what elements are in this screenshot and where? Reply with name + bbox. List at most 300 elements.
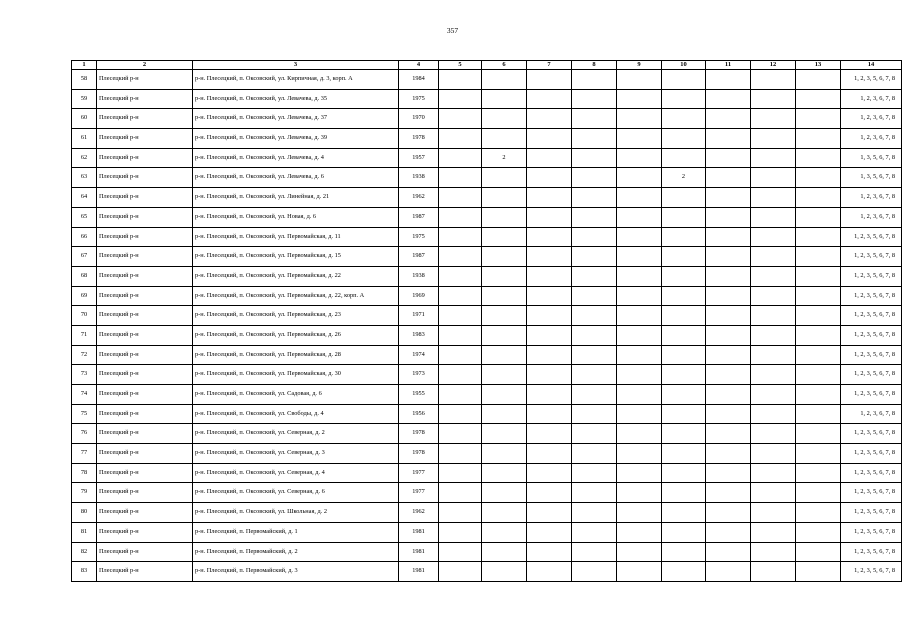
column-header-7: 7 — [527, 61, 572, 70]
cell-col-8 — [572, 266, 617, 286]
cell-col-5 — [439, 109, 482, 129]
cell-col-12 — [751, 168, 796, 188]
cell-col-6 — [482, 522, 527, 542]
cell-col-9 — [617, 306, 662, 326]
cell-address: р-н. Плесецкий, п. Оксовский, ул. Северная, д. 4 — [193, 463, 399, 483]
cell-col-8 — [572, 148, 617, 168]
cell-col-8 — [572, 129, 617, 149]
cell-col-7 — [527, 306, 572, 326]
cell-col-12 — [751, 562, 796, 582]
cell-col-12 — [751, 345, 796, 365]
table-row — [72, 385, 902, 405]
cell-col-13 — [796, 503, 841, 523]
cell-col-12 — [751, 404, 796, 424]
cell-address: р-н. Плесецкий, п. Оксовский, ул. Первомайская, д. 23 — [193, 306, 399, 326]
cell-col-7 — [527, 325, 572, 345]
cell-col-13 — [796, 168, 841, 188]
cell-col-9 — [617, 562, 662, 582]
cell-row-number: 69 — [72, 286, 97, 306]
cell-col-13 — [796, 109, 841, 129]
cell-year: 1975 — [399, 227, 439, 247]
cell-col-5 — [439, 365, 482, 385]
cell-col-12 — [751, 286, 796, 306]
cell-col-9 — [617, 109, 662, 129]
cell-col-12 — [751, 247, 796, 267]
cell-year: 1956 — [399, 404, 439, 424]
cell-col-8 — [572, 365, 617, 385]
cell-col-14: 1, 2, 3, 6, 7, 8 — [841, 404, 902, 424]
cell-col-7 — [527, 404, 572, 424]
cell-year: 1981 — [399, 562, 439, 582]
cell-col-11 — [706, 522, 751, 542]
cell-district: Плесецкий р-н — [97, 188, 193, 208]
cell-col-8 — [572, 345, 617, 365]
cell-col-8 — [572, 542, 617, 562]
cell-col-10 — [662, 227, 706, 247]
page-number: 357 — [446, 26, 459, 35]
table-row — [72, 109, 902, 129]
cell-col-13 — [796, 227, 841, 247]
cell-col-13 — [796, 404, 841, 424]
column-header-8: 8 — [572, 61, 617, 70]
cell-year: 1975 — [399, 89, 439, 109]
cell-district: Плесецкий р-н — [97, 444, 193, 464]
cell-col-7 — [527, 365, 572, 385]
table-row — [72, 129, 902, 149]
cell-col-8 — [572, 89, 617, 109]
cell-col-6 — [482, 562, 527, 582]
cell-col-9 — [617, 463, 662, 483]
column-header-3: 3 — [193, 61, 399, 70]
cell-address: р-н. Плесецкий, п. Оксовский, ул. Левачева, д. 6 — [193, 168, 399, 188]
cell-col-7 — [527, 148, 572, 168]
cell-col-8 — [572, 109, 617, 129]
cell-col-7 — [527, 227, 572, 247]
table-row — [72, 444, 902, 464]
cell-district: Плесецкий р-н — [97, 227, 193, 247]
cell-col-13 — [796, 542, 841, 562]
cell-col-5 — [439, 70, 482, 90]
cell-col-12 — [751, 207, 796, 227]
cell-row-number: 71 — [72, 325, 97, 345]
cell-col-5 — [439, 385, 482, 405]
cell-row-number: 73 — [72, 365, 97, 385]
cell-col-14: 1, 2, 3, 6, 7, 8 — [841, 109, 902, 129]
cell-col-7 — [527, 168, 572, 188]
cell-col-14: 1, 2, 3, 5, 6, 7, 8 — [841, 227, 902, 247]
cell-col-12 — [751, 365, 796, 385]
cell-col-7 — [527, 70, 572, 90]
cell-district: Плесецкий р-н — [97, 325, 193, 345]
cell-col-11 — [706, 483, 751, 503]
cell-row-number: 83 — [72, 562, 97, 582]
table-row — [72, 424, 902, 444]
cell-col-11 — [706, 70, 751, 90]
cell-col-6 — [482, 247, 527, 267]
cell-col-7 — [527, 503, 572, 523]
cell-col-10 — [662, 109, 706, 129]
cell-year: 1971 — [399, 306, 439, 326]
cell-district: Плесецкий р-н — [97, 503, 193, 523]
table-row — [72, 148, 902, 168]
table-row — [72, 345, 902, 365]
cell-col-14: 1, 2, 3, 5, 6, 7, 8 — [841, 345, 902, 365]
table-row — [72, 365, 902, 385]
cell-col-6 — [482, 207, 527, 227]
cell-row-number: 63 — [72, 168, 97, 188]
cell-address: р-н. Плесецкий, п. Оксовский, ул. Первомайская, д. 22, корп. А — [193, 286, 399, 306]
cell-district: Плесецкий р-н — [97, 483, 193, 503]
cell-col-10 — [662, 522, 706, 542]
cell-col-8 — [572, 483, 617, 503]
cell-address: р-н. Плесецкий, п. Первомайский, д. 1 — [193, 522, 399, 542]
cell-col-9 — [617, 266, 662, 286]
table-row — [72, 188, 902, 208]
header-row — [72, 61, 902, 70]
cell-col-12 — [751, 89, 796, 109]
cell-col-14: 1, 2, 3, 5, 6, 7, 8 — [841, 424, 902, 444]
cell-col-7 — [527, 385, 572, 405]
cell-col-10 — [662, 89, 706, 109]
cell-col-11 — [706, 266, 751, 286]
cell-col-5 — [439, 562, 482, 582]
cell-year: 1984 — [399, 70, 439, 90]
column-header-6: 6 — [482, 61, 527, 70]
cell-col-10 — [662, 148, 706, 168]
cell-col-7 — [527, 89, 572, 109]
cell-district: Плесецкий р-н — [97, 365, 193, 385]
cell-col-10 — [662, 424, 706, 444]
cell-col-14: 1, 3, 5, 6, 7, 8 — [841, 168, 902, 188]
cell-col-14: 1, 2, 3, 5, 6, 7, 8 — [841, 562, 902, 582]
cell-row-number: 72 — [72, 345, 97, 365]
cell-col-12 — [751, 227, 796, 247]
cell-col-12 — [751, 542, 796, 562]
cell-address: р-н. Плесецкий, п. Оксовский, ул. Левачева, д. 35 — [193, 89, 399, 109]
table-row — [72, 286, 902, 306]
cell-col-10 — [662, 463, 706, 483]
cell-year: 1969 — [399, 286, 439, 306]
cell-col-10 — [662, 286, 706, 306]
cell-col-7 — [527, 188, 572, 208]
cell-col-5 — [439, 306, 482, 326]
cell-row-number: 62 — [72, 148, 97, 168]
table-row — [72, 483, 902, 503]
cell-year: 1962 — [399, 503, 439, 523]
column-header-4: 4 — [399, 61, 439, 70]
cell-col-12 — [751, 266, 796, 286]
cell-col-14: 1, 2, 3, 6, 7, 8 — [841, 89, 902, 109]
cell-row-number: 59 — [72, 89, 97, 109]
table-row — [72, 404, 902, 424]
cell-col-7 — [527, 286, 572, 306]
column-header-10: 10 — [662, 61, 706, 70]
cell-col-8 — [572, 385, 617, 405]
cell-col-9 — [617, 247, 662, 267]
cell-col-11 — [706, 286, 751, 306]
cell-col-14: 1, 2, 3, 6, 7, 8 — [841, 188, 902, 208]
cell-col-9 — [617, 444, 662, 464]
cell-district: Плесецкий р-н — [97, 89, 193, 109]
cell-col-6 — [482, 227, 527, 247]
cell-district: Плесецкий р-н — [97, 424, 193, 444]
cell-col-10 — [662, 306, 706, 326]
cell-col-6 — [482, 365, 527, 385]
cell-col-11 — [706, 542, 751, 562]
cell-col-9 — [617, 188, 662, 208]
cell-row-number: 66 — [72, 227, 97, 247]
cell-col-11 — [706, 365, 751, 385]
cell-row-number: 61 — [72, 129, 97, 149]
cell-col-13 — [796, 444, 841, 464]
cell-col-14: 1, 2, 3, 5, 6, 7, 8 — [841, 483, 902, 503]
cell-col-14: 1, 2, 3, 5, 6, 7, 8 — [841, 365, 902, 385]
cell-col-12 — [751, 148, 796, 168]
cell-district: Плесецкий р-н — [97, 168, 193, 188]
cell-col-5 — [439, 247, 482, 267]
cell-col-6 — [482, 424, 527, 444]
cell-col-7 — [527, 266, 572, 286]
cell-col-13 — [796, 286, 841, 306]
cell-row-number: 82 — [72, 542, 97, 562]
cell-col-9 — [617, 89, 662, 109]
cell-col-8 — [572, 70, 617, 90]
cell-col-14: 1, 2, 3, 5, 6, 7, 8 — [841, 444, 902, 464]
cell-col-9 — [617, 168, 662, 188]
cell-col-10 — [662, 247, 706, 267]
cell-col-11 — [706, 227, 751, 247]
cell-address: р-н. Плесецкий, п. Оксовский, ул. Линейная, д. 21 — [193, 188, 399, 208]
cell-address: р-н. Плесецкий, п. Оксовский, ул. Первомайская, д. 15 — [193, 247, 399, 267]
column-header-13: 13 — [796, 61, 841, 70]
cell-district: Плесецкий р-н — [97, 148, 193, 168]
cell-col-10: 2 — [662, 168, 706, 188]
cell-col-12 — [751, 385, 796, 405]
cell-col-5 — [439, 503, 482, 523]
cell-row-number: 70 — [72, 306, 97, 326]
cell-col-8 — [572, 207, 617, 227]
cell-year: 1955 — [399, 385, 439, 405]
cell-col-13 — [796, 463, 841, 483]
cell-col-14: 1, 2, 3, 6, 7, 8 — [841, 207, 902, 227]
cell-col-13 — [796, 148, 841, 168]
cell-col-8 — [572, 286, 617, 306]
cell-address: р-н. Плесецкий, п. Оксовский, ул. Школьная, д. 2 — [193, 503, 399, 523]
cell-col-14: 1, 2, 3, 5, 6, 7, 8 — [841, 325, 902, 345]
cell-year: 1962 — [399, 188, 439, 208]
cell-address: р-н. Плесецкий, п. Оксовский, ул. Первомайская, д. 22 — [193, 266, 399, 286]
cell-col-10 — [662, 503, 706, 523]
cell-col-11 — [706, 109, 751, 129]
cell-col-11 — [706, 424, 751, 444]
cell-col-11 — [706, 325, 751, 345]
cell-col-11 — [706, 404, 751, 424]
cell-address: р-н. Плесецкий, п. Оксовский, ул. Первомайская, д. 28 — [193, 345, 399, 365]
cell-col-6 — [482, 385, 527, 405]
cell-col-9 — [617, 70, 662, 90]
cell-district: Плесецкий р-н — [97, 463, 193, 483]
cell-col-9 — [617, 227, 662, 247]
cell-col-6 — [482, 463, 527, 483]
cell-year: 1977 — [399, 463, 439, 483]
table-row — [72, 168, 902, 188]
cell-address: р-н. Плесецкий, п. Оксовский, ул. Садовая, д. 6 — [193, 385, 399, 405]
cell-col-6 — [482, 444, 527, 464]
cell-col-8 — [572, 562, 617, 582]
cell-col-13 — [796, 325, 841, 345]
cell-col-14: 1, 2, 3, 5, 6, 7, 8 — [841, 463, 902, 483]
cell-col-13 — [796, 562, 841, 582]
cell-district: Плесецкий р-н — [97, 404, 193, 424]
cell-col-11 — [706, 207, 751, 227]
cell-col-5 — [439, 345, 482, 365]
cell-address: р-н. Плесецкий, п. Оксовский, ул. Первомайская, д. 26 — [193, 325, 399, 345]
column-header-11: 11 — [706, 61, 751, 70]
cell-col-13 — [796, 129, 841, 149]
cell-row-number: 76 — [72, 424, 97, 444]
cell-row-number: 67 — [72, 247, 97, 267]
cell-year: 1977 — [399, 483, 439, 503]
cell-year: 1970 — [399, 109, 439, 129]
cell-address: р-н. Плесецкий, п. Оксовский, ул. Северная, д. 2 — [193, 424, 399, 444]
cell-row-number: 74 — [72, 385, 97, 405]
cell-district: Плесецкий р-н — [97, 306, 193, 326]
cell-col-5 — [439, 404, 482, 424]
cell-col-8 — [572, 247, 617, 267]
cell-col-9 — [617, 365, 662, 385]
table-row — [72, 542, 902, 562]
table-body — [72, 70, 902, 582]
column-header-5: 5 — [439, 61, 482, 70]
cell-col-13 — [796, 385, 841, 405]
cell-district: Плесецкий р-н — [97, 562, 193, 582]
cell-col-8 — [572, 188, 617, 208]
cell-col-5 — [439, 325, 482, 345]
cell-col-8 — [572, 404, 617, 424]
cell-col-13 — [796, 207, 841, 227]
cell-col-12 — [751, 109, 796, 129]
cell-col-7 — [527, 129, 572, 149]
cell-col-9 — [617, 385, 662, 405]
cell-col-6 — [482, 168, 527, 188]
cell-col-8 — [572, 168, 617, 188]
cell-year: 1981 — [399, 522, 439, 542]
cell-row-number: 64 — [72, 188, 97, 208]
cell-col-5 — [439, 227, 482, 247]
cell-address: р-н. Плесецкий, п. Оксовский, ул. Свободы, д. 4 — [193, 404, 399, 424]
cell-year: 1978 — [399, 424, 439, 444]
cell-col-6 — [482, 483, 527, 503]
cell-address: р-н. Плесецкий, п. Оксовский, ул. Северная, д. 6 — [193, 483, 399, 503]
cell-col-13 — [796, 365, 841, 385]
cell-district: Плесецкий р-н — [97, 129, 193, 149]
cell-col-8 — [572, 424, 617, 444]
cell-col-10 — [662, 345, 706, 365]
cell-col-9 — [617, 542, 662, 562]
cell-col-9 — [617, 286, 662, 306]
cell-col-14: 1, 2, 3, 5, 6, 7, 8 — [841, 70, 902, 90]
cell-col-14: 1, 2, 3, 5, 6, 7, 8 — [841, 247, 902, 267]
cell-col-11 — [706, 444, 751, 464]
cell-col-14: 1, 2, 3, 5, 6, 7, 8 — [841, 286, 902, 306]
cell-district: Плесецкий р-н — [97, 70, 193, 90]
cell-col-5 — [439, 89, 482, 109]
cell-col-7 — [527, 109, 572, 129]
cell-col-9 — [617, 129, 662, 149]
cell-col-9 — [617, 503, 662, 523]
cell-col-13 — [796, 247, 841, 267]
cell-col-7 — [527, 424, 572, 444]
cell-col-5 — [439, 129, 482, 149]
column-header-1: 1 — [72, 61, 97, 70]
table-row — [72, 325, 902, 345]
cell-col-7 — [527, 444, 572, 464]
cell-district: Плесецкий р-н — [97, 266, 193, 286]
cell-col-12 — [751, 325, 796, 345]
cell-address: р-н. Плесецкий, п. Оксовский, ул. Левачева, д. 39 — [193, 129, 399, 149]
cell-col-5 — [439, 168, 482, 188]
cell-row-number: 81 — [72, 522, 97, 542]
cell-col-11 — [706, 345, 751, 365]
cell-col-12 — [751, 306, 796, 326]
cell-col-7 — [527, 247, 572, 267]
cell-col-6 — [482, 109, 527, 129]
table-header — [72, 61, 902, 70]
cell-col-5 — [439, 207, 482, 227]
column-header-9: 9 — [617, 61, 662, 70]
cell-col-7 — [527, 345, 572, 365]
table-row — [72, 306, 902, 326]
cell-col-13 — [796, 424, 841, 444]
cell-col-12 — [751, 129, 796, 149]
cell-col-13 — [796, 188, 841, 208]
cell-col-12 — [751, 70, 796, 90]
cell-col-11 — [706, 168, 751, 188]
cell-col-11 — [706, 188, 751, 208]
column-header-2: 2 — [97, 61, 193, 70]
cell-col-6 — [482, 286, 527, 306]
cell-col-6 — [482, 404, 527, 424]
cell-col-5 — [439, 483, 482, 503]
cell-col-10 — [662, 70, 706, 90]
cell-col-9 — [617, 148, 662, 168]
cell-year: 1973 — [399, 365, 439, 385]
cell-col-11 — [706, 306, 751, 326]
cell-col-10 — [662, 562, 706, 582]
cell-year: 1957 — [399, 148, 439, 168]
cell-district: Плесецкий р-н — [97, 385, 193, 405]
cell-row-number: 77 — [72, 444, 97, 464]
cell-col-6: 2 — [482, 148, 527, 168]
cell-col-10 — [662, 207, 706, 227]
cell-col-10 — [662, 325, 706, 345]
cell-col-13 — [796, 522, 841, 542]
cell-col-8 — [572, 325, 617, 345]
cell-col-9 — [617, 345, 662, 365]
cell-col-8 — [572, 463, 617, 483]
cell-year: 1978 — [399, 129, 439, 149]
cell-col-10 — [662, 542, 706, 562]
table-row — [72, 522, 902, 542]
cell-address: р-н. Плесецкий, п. Первомайский, д. 3 — [193, 562, 399, 582]
cell-col-6 — [482, 89, 527, 109]
cell-col-7 — [527, 522, 572, 542]
table-row — [72, 89, 902, 109]
cell-col-14: 1, 2, 3, 5, 6, 7, 8 — [841, 503, 902, 523]
cell-district: Плесецкий р-н — [97, 522, 193, 542]
cell-col-13 — [796, 306, 841, 326]
cell-address: р-н. Плесецкий, п. Оксовский, ул. Кирпичная, д. 3, корп. А — [193, 70, 399, 90]
